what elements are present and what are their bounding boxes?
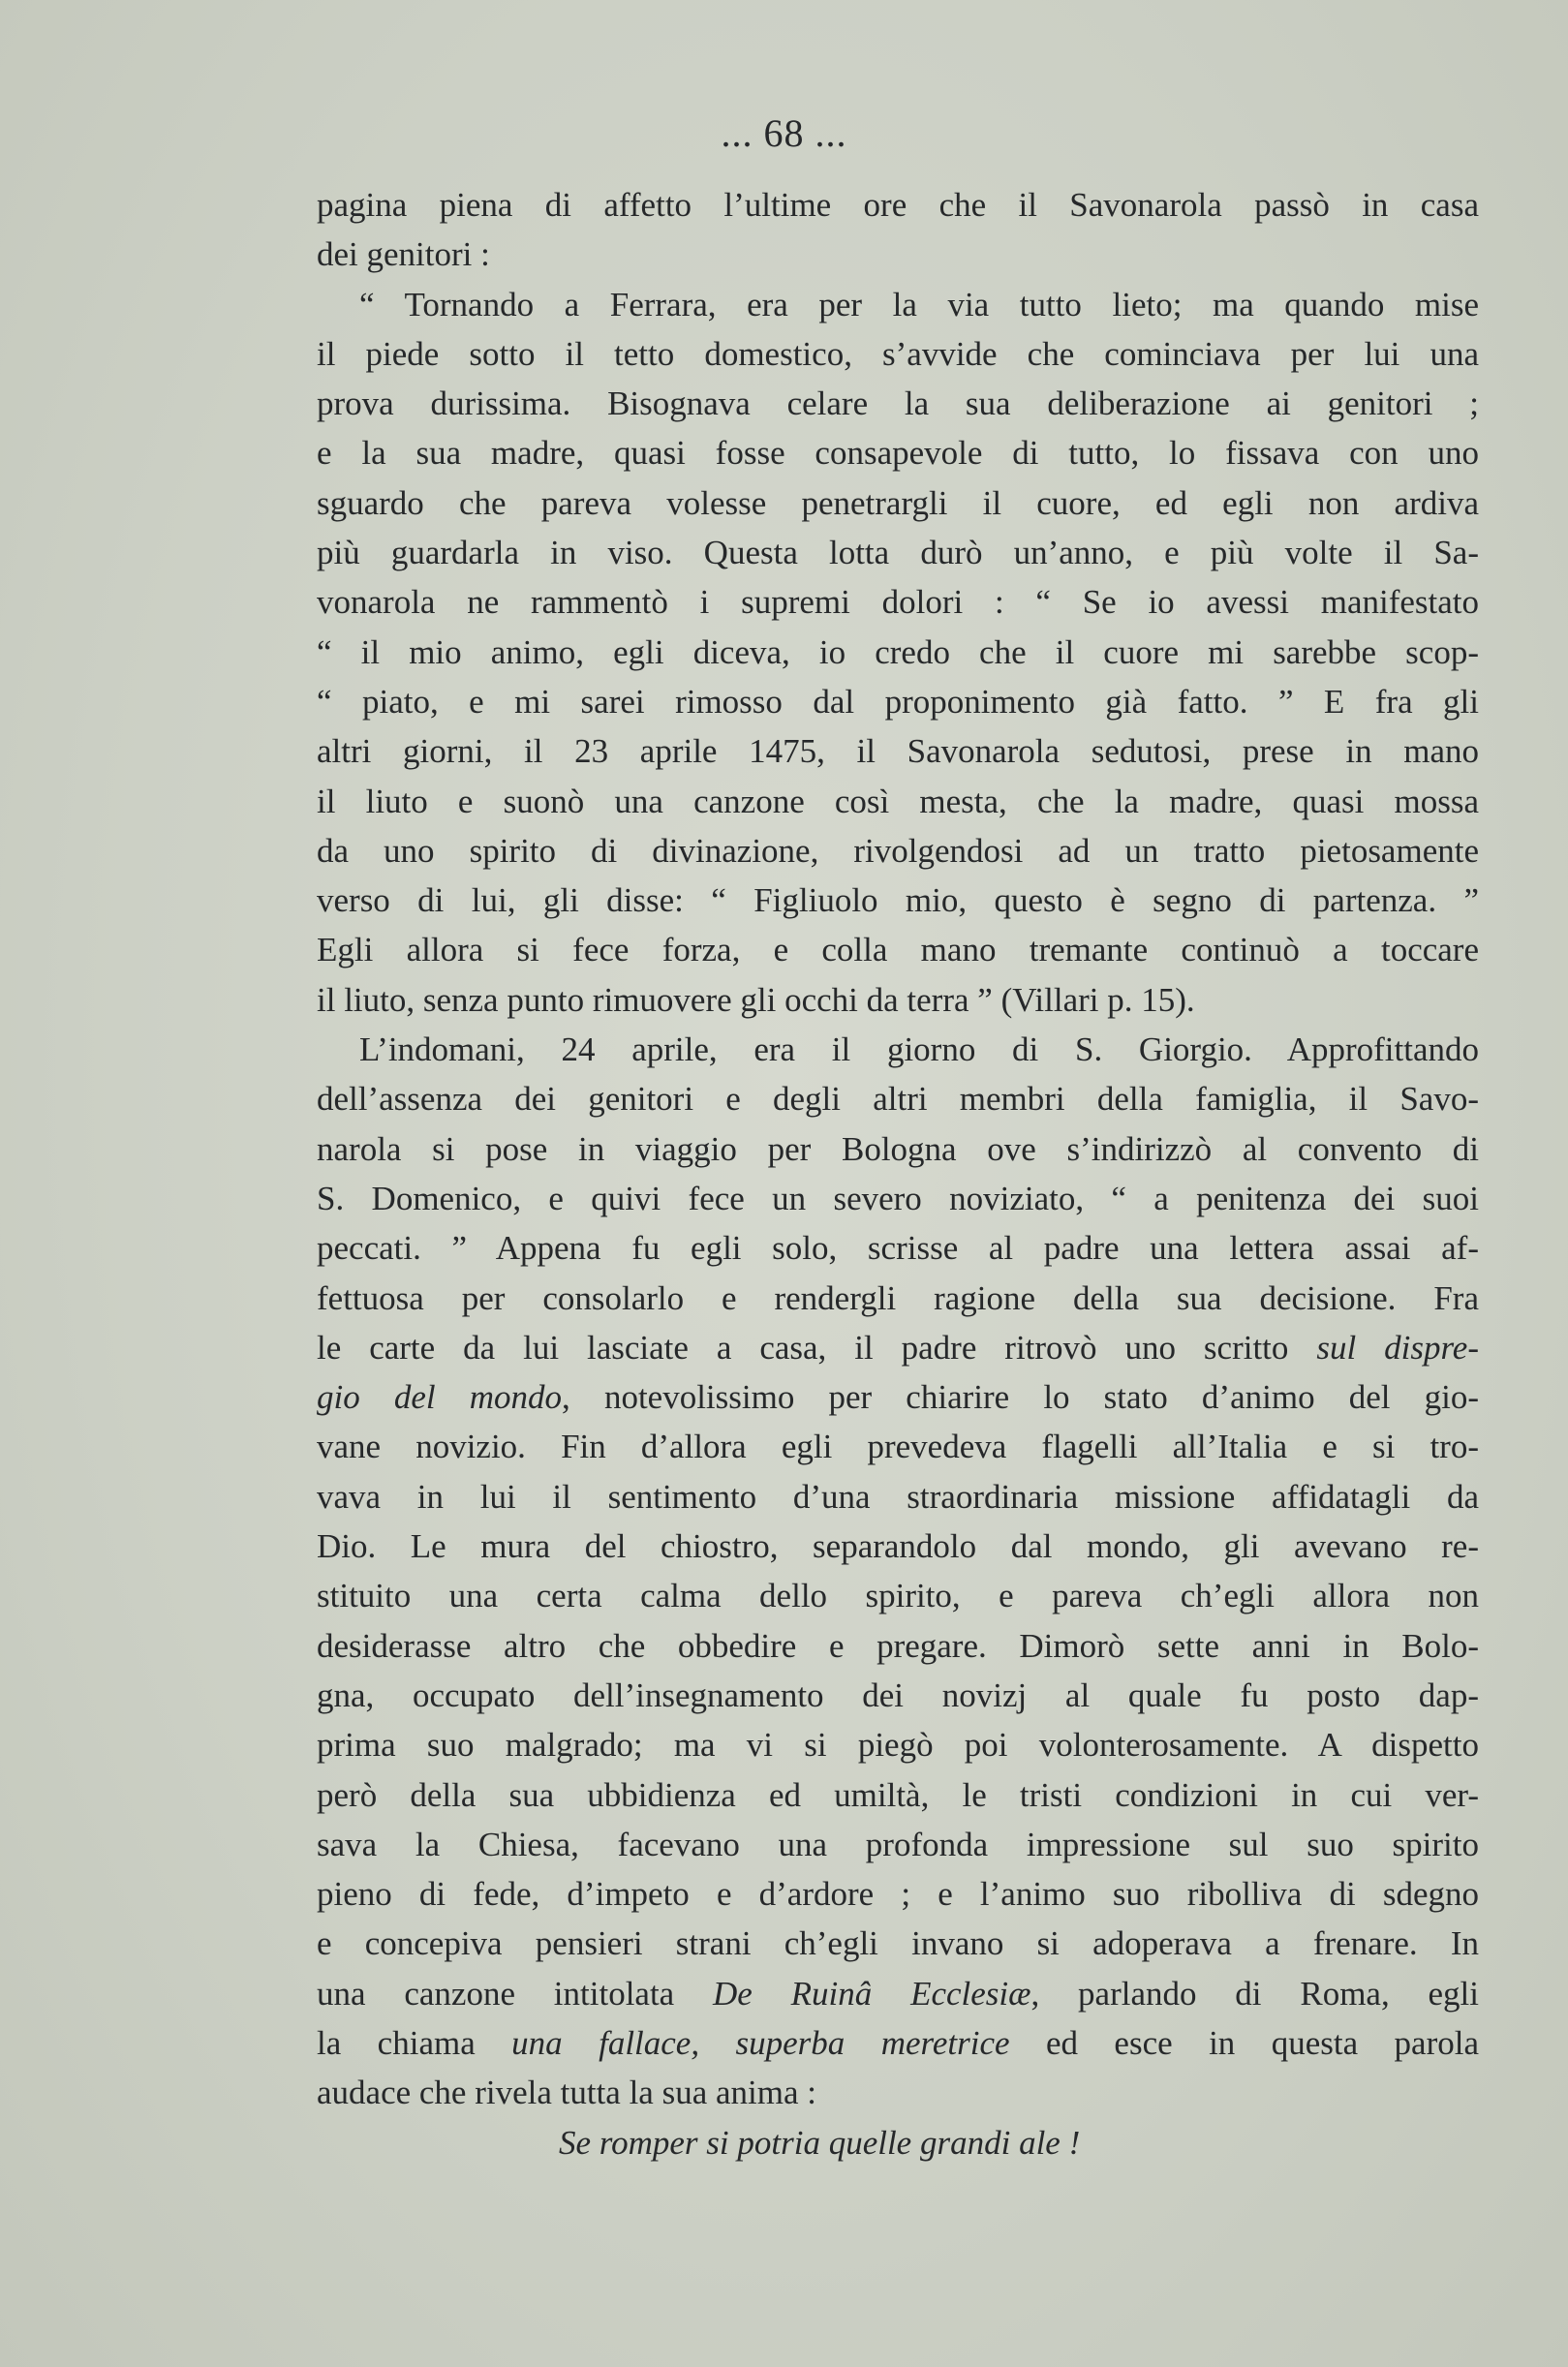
text-line (317, 677, 1479, 726)
text-line (317, 1472, 1479, 1522)
text-line (317, 1820, 1479, 1869)
text-line (317, 329, 1479, 379)
text-segment: il liuto, senza punto rimuovere gli occhi da terra ” (Villari p. 15). (317, 980, 1195, 1019)
page-number: ... 68 ... (721, 111, 847, 155)
text-segment: Egli allora si fece forza, e colla mano tremante continuò a toccare (317, 931, 1479, 969)
text-line (317, 478, 1479, 528)
text-segment: vane novizio. Fin d’allora egli prevedeva flagelli all’Italia e si tro- (317, 1428, 1479, 1466)
text-line (317, 1274, 1479, 1323)
text-segment: una canzone intitolata (317, 1974, 714, 2013)
text-segment: dei genitori : (317, 235, 490, 274)
text-line (317, 1969, 1479, 2018)
text-line (317, 1919, 1479, 1968)
italic-text: Se romper si potria quelle grandi ale ! (559, 2123, 1081, 2162)
text-line (317, 230, 1479, 279)
italic-text: De Ruinâ Ecclesiæ (713, 1974, 1031, 2013)
text-line (317, 528, 1479, 577)
text-segment: pagina piena di affetto l’ultime ore che il Savonarola passò in casa (317, 186, 1479, 224)
text-line (317, 1124, 1479, 1174)
text-segment: , parlando di Roma, egli (1030, 1974, 1480, 2013)
text-line (317, 280, 1479, 329)
text-segment: ed esce in questa parola (1009, 2023, 1480, 2062)
italic-text: gio del mondo (317, 1378, 563, 1417)
text-segment: prova durissima. Bisognava celare la sua deliberazione ai genitori ; (317, 384, 1479, 423)
text-segment: peccati. ” Appena fu egli solo, scrisse al padre una lettera assai af- (317, 1229, 1479, 1268)
text-segment: “ il mio animo, egli diceva, io credo che il cuore mi sarebbe scop- (317, 632, 1479, 671)
text-line (317, 1422, 1479, 1471)
text-segment: il liuto e suonò una canzone così mesta, che la madre, quasi mossa (317, 782, 1479, 820)
text-line (317, 876, 1479, 925)
text-segment: fettuosa per consolarlo e rendergli ragione della sua decisione. Fra (317, 1278, 1479, 1317)
text-segment: Dio. Le mura del chiostro, separandolo dal mondo, gli avevano re- (317, 1527, 1479, 1566)
text-segment: la chiama (317, 2023, 512, 2062)
text-line (317, 1174, 1479, 1223)
text-line (317, 2018, 1479, 2068)
text-line (317, 628, 1479, 677)
text-segment: più guardarla in viso. Questa lotta durò un’anno, e più volte il Sa- (317, 534, 1479, 572)
text-line (317, 1621, 1479, 1671)
text-segment: da uno spirito di divinazione, rivolgendosi ad un tratto pietosamente (317, 831, 1479, 870)
text-segment: “ Tornando a Ferrara, era per la via tutto lieto; ma quando mise (359, 285, 1479, 323)
text-line (317, 180, 1479, 230)
text-segment: verso di lui, gli disse: “ Figliuolo mio, questo è segno di partenza. ” (317, 881, 1479, 920)
text-line (317, 1372, 1479, 1422)
text-segment: gna, occupato dell’insegnamento dei novizj al quale fu posto dap- (317, 1675, 1479, 1714)
text-line (317, 826, 1479, 876)
text-segment: stituito una certa calma dello spirito, e pareva ch’egli allora non (317, 1577, 1479, 1615)
text-line (317, 726, 1479, 776)
text-line (317, 777, 1479, 826)
text-segment: e la sua madre, quasi fosse consapevole di tutto, lo fissava con uno (317, 434, 1479, 473)
text-segment: S. Domenico, e quivi fece un severo noviziato, “ a penitenza dei suoi (317, 1179, 1479, 1217)
text-segment: però della sua ubbidienza ed umiltà, le tristi condizioni in cui ver- (317, 1775, 1479, 1814)
text-line (317, 2068, 1479, 2117)
text-line (317, 975, 1479, 1025)
text-segment: , notevolissimo per chiarire lo stato d’animo del gio- (562, 1378, 1479, 1417)
text-segment: narola si pose in viaggio per Bologna ove s’indirizzò al convento di (317, 1129, 1479, 1168)
text-line (317, 379, 1479, 428)
text-segment: altri giorni, il 23 aprile 1475, il Savonarola sedutosi, prese in mano (317, 732, 1479, 771)
text-line (317, 1323, 1479, 1372)
text-line (317, 1025, 1479, 1074)
verse-line (317, 2118, 1479, 2167)
italic-text: sul dispre- (1316, 1328, 1479, 1367)
text-segment: vava in lui il sentimento d’una straordinaria missione affidatagli da (317, 1477, 1479, 1516)
text-line (317, 1671, 1479, 1720)
text-segment: e concepiva pensieri strani ch’egli invano si adoperava a frenare. In (317, 1924, 1479, 1963)
text-line (317, 1720, 1479, 1769)
text-segment: “ piato, e mi sarei rimosso dal proponimento già fatto. ” E fra gli (317, 682, 1479, 721)
text-segment: audace che rivela tutta la sua anima : (317, 2074, 816, 2112)
text-segment: desiderasse altro che obbedire e pregare. Dimorò sette anni in Bolo- (317, 1626, 1479, 1665)
text-line (317, 428, 1479, 477)
text-line (317, 1869, 1479, 1919)
text-line (317, 925, 1479, 974)
text-segment: prima suo malgrado; ma vi si piegò poi volonterosamente. A dispetto (317, 1726, 1479, 1765)
body-text (317, 180, 1479, 2167)
italic-text: una fallace, superba meretrice (511, 2023, 1010, 2062)
text-segment: dell’assenza dei genitori e degli altri membri della famiglia, il Savo- (317, 1080, 1479, 1119)
text-line (317, 1522, 1479, 1571)
text-line (317, 1223, 1479, 1273)
text-line (317, 1074, 1479, 1123)
text-segment: sava la Chiesa, facevano una profonda impressione sul suo spirito (317, 1825, 1479, 1863)
text-segment: L’indomani, 24 aprile, era il giorno di S. Giorgio. Approfittando (359, 1030, 1479, 1069)
text-segment: pieno di fede, d’impeto e d’ardore ; e l’animo suo ribolliva di sdegno (317, 1875, 1479, 1914)
text-segment: sguardo che pareva volesse penetrargli il cuore, ed egli non ardiva (317, 483, 1479, 522)
text-segment: le carte da lui lasciate a casa, il padre ritrovò uno scritto (317, 1328, 1317, 1367)
text-segment: vonarola ne rammentò i supremi dolori : “ Se io avessi manifestato (317, 583, 1479, 622)
text-segment: il piede sotto il tetto domestico, s’avvide che cominciava per lui una (317, 334, 1479, 373)
text-line (317, 1770, 1479, 1820)
text-line (317, 577, 1479, 627)
text-line (317, 1571, 1479, 1620)
